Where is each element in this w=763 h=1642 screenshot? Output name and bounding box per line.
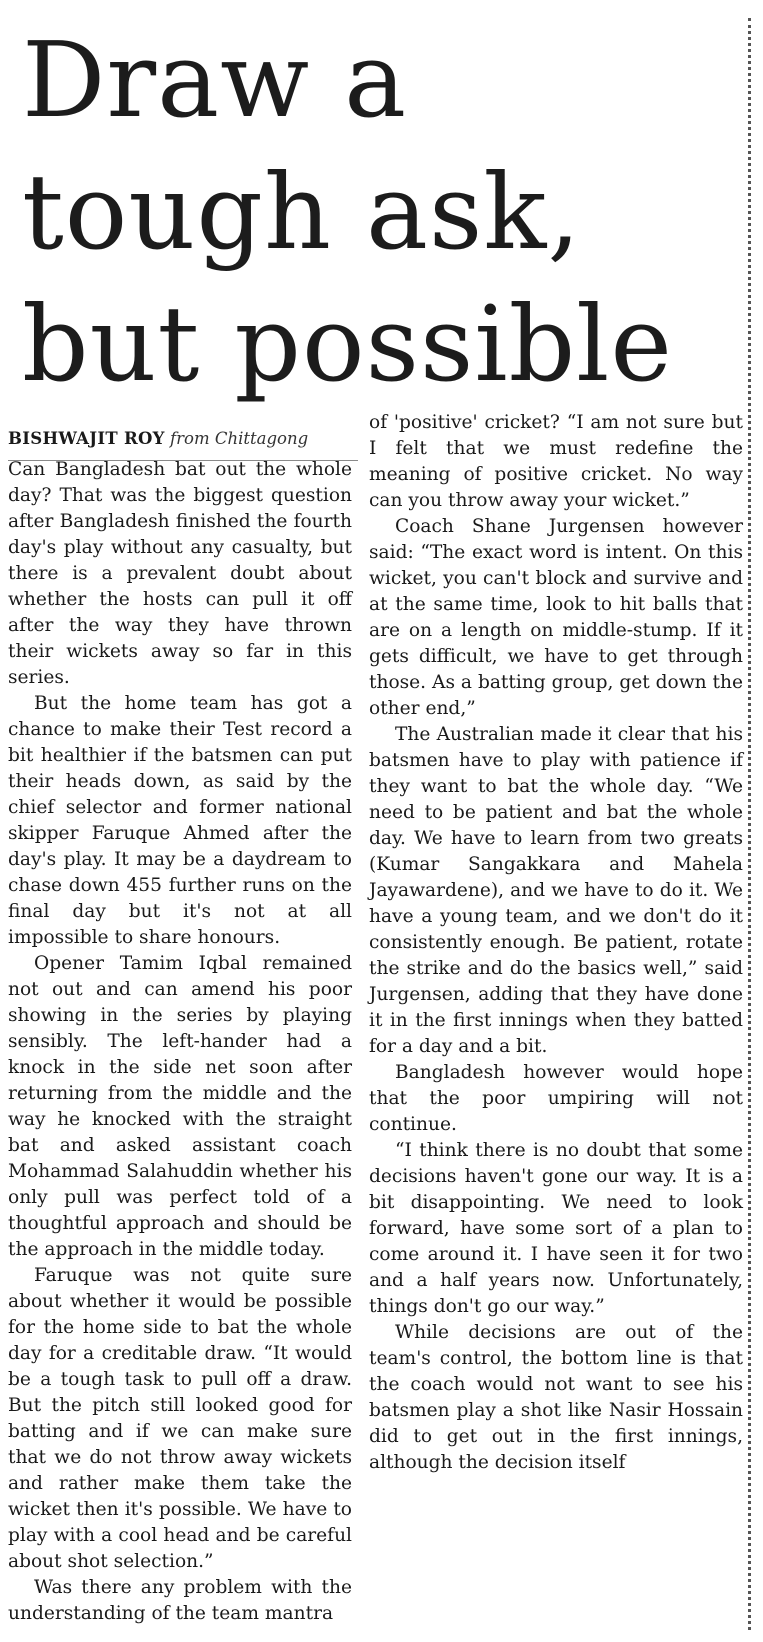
paragraph: Was there any problem with the understanding of the team mantra [8, 1577, 352, 1624]
paragraph: “I think there is no doubt that some decisions haven't gone our way. It is a bit disappointing. We need to look forward, have some sort of a plan to come around it. I have seen it for two and a half years now. Unfortunately, things don't go our way.” [369, 1140, 743, 1317]
paragraph: Bangladesh however would hope that the poor umpiring will not continue. [369, 1062, 743, 1135]
paragraph: of 'positive' cricket? “I am not sure but I felt that we must redefine the meaning of positive cricket. No way can you throw away your wicket.” [369, 412, 743, 511]
column-divider-dotted [748, 18, 751, 1630]
byline-author: BISHWAJIT ROY [8, 429, 165, 448]
paragraph: The Australian made it clear that his batsmen have to play with patience if they want to bat the whole day. “We need to be patient and bat the whole day. We have to learn from two greats (Kumar Sangakkara and Mahela Jayawardene), and we have to do it. We have a young team, and we don't do it consistently enough. Be patient, rotate the strike and do the basics well,” said Jurgensen, adding that they have done it in the first innings when they batted for a day and a bit. [369, 724, 743, 1057]
paragraph: Faruque was not quite sure about whether it would be possible for the home side to bat the whole day for a creditable draw. “It would be a tough task to pull off a draw. But the pitch still looked good for batting and if we can make sure that we do not throw away wickets and rather make them take the wicket then it's possible. We have to play with a cool head and be careful about shot selection.” [8, 1265, 352, 1572]
byline-location: from Chittagong [170, 429, 309, 448]
paragraph: While decisions are out of the team's control, the bottom line is that the coach would not want to see his batsmen play a shot like Nasir Hossain did to get out in the first innings, although the decision itself [369, 1322, 743, 1473]
paragraph: Opener Tamim Iqbal remained not out and can amend his poor showing in the series by playing sensibly. The left-hander had a knock in the side net soon after returning from the middle and the way he knocked with the straight bat and asked assistant coach Mohammad Salahuddin whether his only pull was perfect told of a thoughtful approach and should be the approach in the middle today. [8, 953, 352, 1260]
article-column-right [369, 410, 743, 1476]
paragraph: Coach Shane Jurgensen however said: “The exact word is intent. On this wicket, you can't block and survive and at the same time, look to hit balls that are on a length on middle-stump. If it gets difficult, we have to get through those. As a batting group, get down the other end,” [369, 516, 743, 719]
article-column-left [8, 457, 352, 1627]
paragraph: Can Bangladesh bat out the whole day? That was the biggest question after Bangladesh finished the fourth day's play without any casualty, but there is a prevalent doubt about whether the hosts can pull it off after the way they have thrown their wickets away so far in this series. [8, 459, 352, 688]
paragraph: But the home team has got a chance to make their Test record a bit healthier if the batsmen can put their heads down, as said by the chief selector and former national skipper Faruque Ahmed after the day's play. It may be a daydream to chase down 455 further runs on the final day but it's not at all impossible to share honours. [8, 693, 352, 948]
headline: Draw a tough ask, but possible [22, 19, 673, 405]
